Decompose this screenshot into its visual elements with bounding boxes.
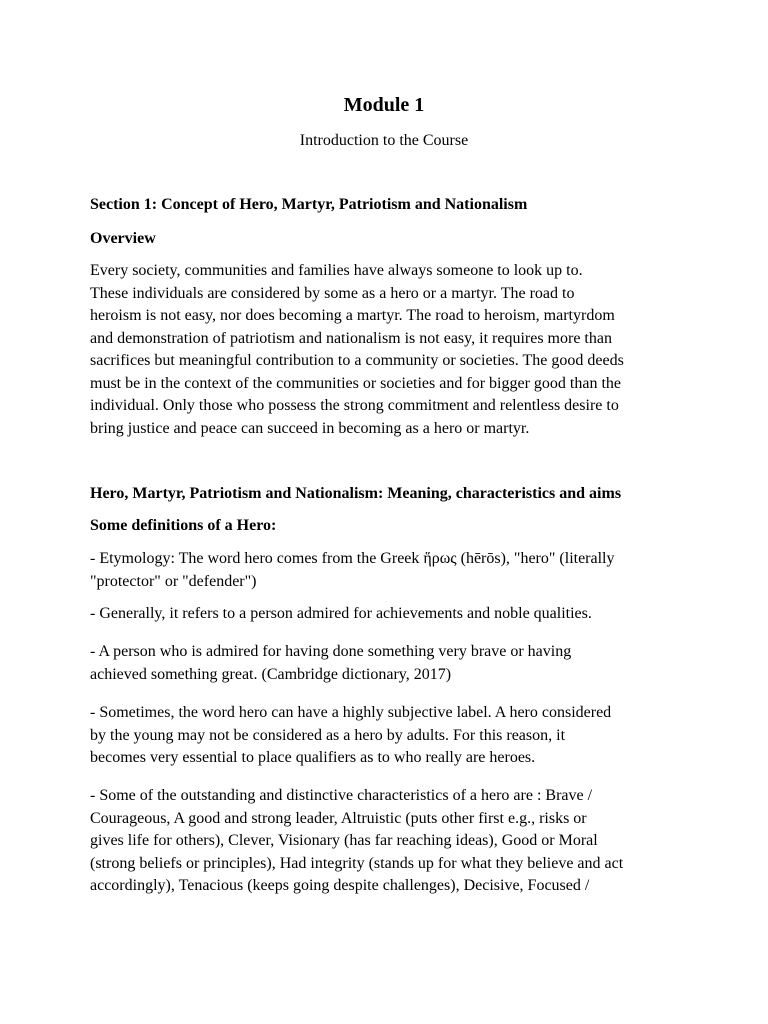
meaning-heading: Hero, Martyr, Patriotism and Nationalism: Meaning, characteristics and aims	[90, 485, 622, 502]
definition-item-characteristics: - Some of the outstanding and distinctive characteristics of a hero are : Brave / Courageous, A good and strong leader, Altruistic (puts other first e.g., risks or gives life for others), Clever, Visionary (has far reaching ideas), Good or Moral (strong beliefs or principles), Had integrity (stands up for what they believe and act accordingly), Tenacious (keeps going despite challenges), Decisive, Focused /	[90, 787, 624, 894]
overview-heading: Overview	[90, 230, 156, 247]
definition-item-subjective: - Sometimes, the word hero can have a highly subjective label. A hero considered by the young may not be considered as a hero by adults. For this reason, it becomes very essential to place qualifiers as to who really are heroes.	[90, 704, 612, 766]
module-subtitle: Introduction to the Course	[299, 132, 469, 149]
definition-item-etymology: - Etymology: The word hero comes from the Greek ἥρως (hērōs), "hero" (literally "protector" or "defender")	[90, 550, 615, 590]
overview-paragraph: Every society, communities and families have always someone to look up to. These individuals are considered by some as a hero or a martyr. The road to heroism is not easy, nor does becoming a martyr. The road to heroism, martyrdom and demonstration of patriotism and nationalism is not easy, it requires more than sacrifices but meaningful contribution to a community or societies. The good deeds must be in the context of the communities or societies and for bigger good than the individual. Only those who possess the strong commitment and relentless desire to bring justice and peace can succeed in becoming as a hero or martyr.	[90, 262, 624, 437]
definition-item-general: - Generally, it refers to a person admired for achievements and noble qualities.	[90, 605, 592, 622]
definitions-heading: Some definitions of a Hero:	[90, 517, 277, 534]
definition-item-cambridge: - A person who is admired for having done something very brave or having achieved something great. (Cambridge dictionary, 2017)	[90, 643, 572, 683]
section-heading: Section 1: Concept of Hero, Martyr, Patriotism and Nationalism	[90, 196, 528, 213]
module-title: Module 1	[343, 94, 425, 116]
